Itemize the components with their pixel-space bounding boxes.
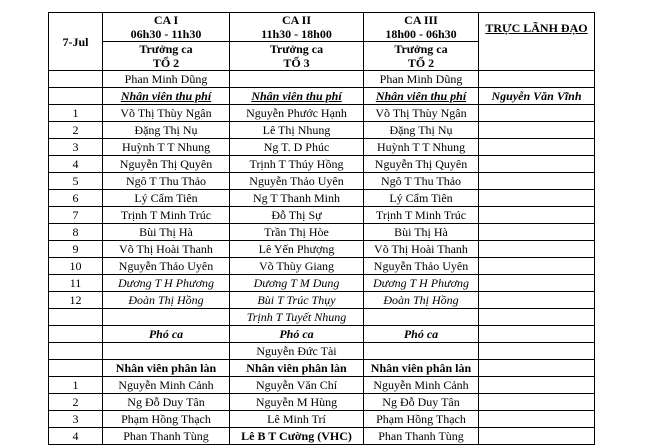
staff-name-s3: Trịnh T Minh Trúc bbox=[364, 207, 479, 224]
row-number: 11 bbox=[49, 275, 103, 292]
toll-staff-row bbox=[49, 224, 595, 241]
staff-name-s2: Nguyễn M Hùng bbox=[230, 394, 364, 411]
staff-name-s1: Nguyễn Thảo Uyên bbox=[103, 258, 230, 275]
staff-name-s2: Nguyễn Phước Hạnh bbox=[230, 105, 364, 122]
toll-staff-row bbox=[49, 139, 595, 156]
shift1-time: 06h30 - 11h30 bbox=[130, 27, 202, 41]
staff-name-s2: Nguyễn Thảo Uyên bbox=[230, 173, 364, 190]
toll-staff-title-2: Nhân viên thu phí bbox=[230, 88, 364, 105]
toll-staff-title-1: Nhân viên thu phí bbox=[103, 88, 230, 105]
staff-name-s2: Nguyễn Văn Chí bbox=[230, 377, 364, 394]
toll-staff-row bbox=[49, 173, 595, 190]
staff-name-s1: Ng Đỗ Duy Tân bbox=[103, 394, 230, 411]
staff-name-s3: Ng Đỗ Duy Tân bbox=[364, 394, 479, 411]
staff-name-s2: Lê Thị Nhung bbox=[230, 122, 364, 139]
shift2-lead-name bbox=[230, 71, 364, 88]
shift3-lead-role: Trưởng ca bbox=[394, 42, 448, 56]
staff-name-s1: Trịnh T Minh Trúc bbox=[103, 207, 230, 224]
staff-name-s1: Võ Thị Thùy Ngân bbox=[103, 105, 230, 122]
deputy-name-row bbox=[49, 343, 595, 360]
row-number: 9 bbox=[49, 241, 103, 258]
toll-staff-row bbox=[49, 105, 595, 122]
staff-name-s2: Trịnh T Thúy Hồng bbox=[230, 156, 364, 173]
staff-name-s1: Nguyễn Minh Cảnh bbox=[103, 377, 230, 394]
staff-name-s2: Lê B T Cường (VHC) bbox=[230, 428, 364, 445]
staff-name-s1: Võ Thị Hoài Thanh bbox=[103, 241, 230, 258]
shift2-time: 11h30 - 18h00 bbox=[261, 27, 332, 41]
shift1-header bbox=[103, 13, 230, 42]
lead-name-row bbox=[49, 71, 595, 88]
lane-staff-list bbox=[49, 377, 595, 445]
shift2-lead-role: Trưởng ca bbox=[269, 42, 324, 56]
toll-staff-header-row bbox=[49, 88, 595, 105]
lane-staff-title-2: Nhân viên phân làn bbox=[230, 360, 364, 377]
staff-name-s1: Đặng Thị Nụ bbox=[103, 122, 230, 139]
staff-name-s2: Trần Thị Hòe bbox=[230, 224, 364, 241]
shift3-lead-name: Phan Minh Dũng bbox=[364, 71, 479, 88]
shift1-name: CA I bbox=[153, 13, 179, 27]
toll-staff-row bbox=[49, 258, 595, 275]
toll-staff-row bbox=[49, 275, 595, 292]
staff-name-s2: Võ Thùy Giang bbox=[230, 258, 364, 275]
lane-staff-row bbox=[49, 377, 595, 394]
lane-staff-header-row bbox=[49, 360, 595, 377]
staff-name-s1: Phạm Hồng Thạch bbox=[103, 411, 230, 428]
deputy-title-2: Phó ca bbox=[230, 326, 364, 343]
row-number: 4 bbox=[49, 156, 103, 173]
staff-name-s3: Huỳnh T T Nhung bbox=[364, 139, 479, 156]
deputy-name-shift2: Nguyễn Đức Tài bbox=[230, 343, 364, 360]
staff-name-s3: Võ Thị Thùy Ngân bbox=[364, 105, 479, 122]
toll-staff-title-3: Nhân viên thu phí bbox=[364, 88, 479, 105]
row-number: 12 bbox=[49, 292, 103, 309]
toll-staff-row bbox=[49, 292, 595, 309]
shift3-name: CA III bbox=[404, 13, 438, 27]
shift2-lead bbox=[230, 42, 364, 71]
row-number: 5 bbox=[49, 173, 103, 190]
lane-staff-row bbox=[49, 411, 595, 428]
toll-staff-row bbox=[49, 190, 595, 207]
staff-name-s3: Phan Thanh Tùng bbox=[364, 428, 479, 445]
row-number: 1 bbox=[49, 377, 103, 394]
staff-name-s1: Huỳnh T T Nhung bbox=[103, 139, 230, 156]
staff-name-s3: Đoàn Thị Hồng bbox=[364, 292, 479, 309]
shift3-header bbox=[364, 13, 479, 42]
staff-name-s1: Dương T H Phương bbox=[103, 275, 230, 292]
staff-name-s1: Phan Thanh Tùng bbox=[103, 428, 230, 445]
staff-name-s1 bbox=[103, 309, 230, 326]
toll-staff-row bbox=[49, 241, 595, 258]
staff-name-s2: Đỗ Thị Sự bbox=[230, 207, 364, 224]
deputy-title-row bbox=[49, 326, 595, 343]
staff-name-s1: Nguyễn Thị Quyên bbox=[103, 156, 230, 173]
row-number: 4 bbox=[49, 428, 103, 445]
toll-staff-row bbox=[49, 207, 595, 224]
toll-staff-row bbox=[49, 122, 595, 139]
deputy-title-1: Phó ca bbox=[103, 326, 230, 343]
staff-name-s3: Nguyễn Minh Cảnh bbox=[364, 377, 479, 394]
duty-roster-table bbox=[48, 12, 595, 445]
toll-staff-row bbox=[49, 156, 595, 173]
staff-name-s1: Bùi Thị Hà bbox=[103, 224, 230, 241]
staff-name-s3: Dương T H Phương bbox=[364, 275, 479, 292]
staff-name-s3: Bùi Thị Hà bbox=[364, 224, 479, 241]
staff-name-s2: Ng T Thanh Minh bbox=[230, 190, 364, 207]
row-number: 3 bbox=[49, 139, 103, 156]
row-number: 8 bbox=[49, 224, 103, 241]
row-number: 2 bbox=[49, 394, 103, 411]
staff-name-s3: Võ Thị Hoài Thanh bbox=[364, 241, 479, 258]
staff-name-s2: Ng T. D Phúc bbox=[230, 139, 364, 156]
deputy-title-3: Phó ca bbox=[364, 326, 479, 343]
row-number: 2 bbox=[49, 122, 103, 139]
leader-name: Nguyễn Văn Vĩnh bbox=[479, 88, 595, 105]
staff-name-s3: Phạm Hồng Thạch bbox=[364, 411, 479, 428]
staff-name-s2: Bùi T Trúc Thụy bbox=[230, 292, 364, 309]
staff-name-s1: Lý Cẩm Tiên bbox=[103, 190, 230, 207]
staff-name-s3: Nguyễn Thảo Uyên bbox=[364, 258, 479, 275]
date-cell: 7-Jul bbox=[49, 13, 103, 71]
row-number bbox=[49, 309, 103, 326]
row-number: 3 bbox=[49, 411, 103, 428]
row-number: 1 bbox=[49, 105, 103, 122]
row-number: 7 bbox=[49, 207, 103, 224]
shift2-name: CA II bbox=[281, 13, 311, 27]
shift2-team: TỔ 3 bbox=[283, 56, 310, 70]
staff-name-s3 bbox=[364, 309, 479, 326]
staff-name-s2: Lê Yến Phượng bbox=[230, 241, 364, 258]
shift3-lead bbox=[364, 42, 479, 71]
toll-staff-row bbox=[49, 309, 595, 326]
lane-staff-row bbox=[49, 394, 595, 411]
shift1-team: TỔ 2 bbox=[152, 56, 180, 70]
staff-name-s2: Dương T M Dung bbox=[230, 275, 364, 292]
lane-staff-title-1: Nhân viên phân làn bbox=[103, 360, 230, 377]
staff-name-s1: Đoàn Thị Hồng bbox=[103, 292, 230, 309]
shift1-lead bbox=[103, 42, 230, 71]
staff-name-s3: Ngô T Thu Thảo bbox=[364, 173, 479, 190]
lane-staff-title-3: Nhân viên phân làn bbox=[364, 360, 479, 377]
shift1-lead-name: Phan Minh Dũng bbox=[103, 71, 230, 88]
staff-name-s3: Đặng Thị Nụ bbox=[364, 122, 479, 139]
leader-title: TRỰC LÃNH ĐẠO bbox=[479, 13, 595, 71]
toll-staff-list bbox=[49, 105, 595, 326]
shift3-team: TỔ 2 bbox=[407, 56, 435, 70]
header-row bbox=[49, 13, 595, 42]
staff-name-s1: Ngô T Thu Thảo bbox=[103, 173, 230, 190]
shift2-header bbox=[230, 13, 364, 42]
row-number: 10 bbox=[49, 258, 103, 275]
row-number: 6 bbox=[49, 190, 103, 207]
shift1-lead-role: Trưởng ca bbox=[139, 42, 193, 56]
staff-name-s2: Lê Minh Trí bbox=[230, 411, 364, 428]
lane-staff-row bbox=[49, 428, 595, 445]
staff-name-s3: Lý Cẩm Tiên bbox=[364, 190, 479, 207]
shift3-time: 18h00 - 06h30 bbox=[385, 27, 457, 41]
staff-name-s2: Trịnh T Tuyết Nhung bbox=[230, 309, 364, 326]
staff-name-s3: Nguyễn Thị Quyên bbox=[364, 156, 479, 173]
